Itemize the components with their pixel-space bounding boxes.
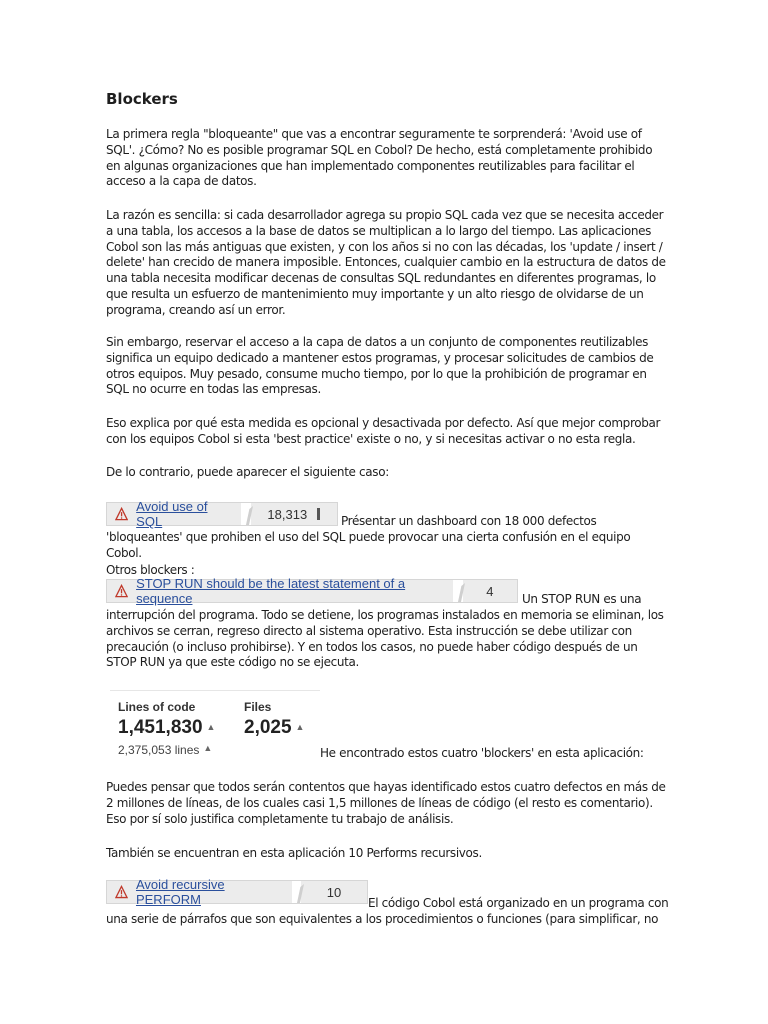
warning-icon [115, 507, 128, 521]
rule-name-cell[interactable] [106, 877, 292, 907]
rule-widget-stoprun [106, 576, 518, 606]
rule-name-cell[interactable] [106, 576, 453, 606]
rule-count-cell [251, 502, 338, 526]
rule-count-cell [301, 880, 368, 904]
total-lines-number: 2,375,053 lines [118, 743, 200, 757]
rule-widget-recursive [106, 877, 368, 907]
files-label: Files [244, 700, 272, 714]
warning-icon [115, 584, 128, 598]
rule-name-link[interactable]: STOP RUN should be the latest statement of a sequence [136, 576, 406, 606]
warning-icon [115, 885, 128, 899]
paragraph-1: La primera regla "bloqueante" que vas a encontrar seguramente te sorprenderá: 'Avoid use of SQL'. ¿Cómo? No es posible programar SQL en Cobol? De hecho, está completamente prohibido en algunas organizaciones que han implementado componentes reutilizables para facilitar el acceso a la capa de datos. [106, 127, 653, 189]
rule1-after-text: Présentar un dashboard con 18 000 defectos [341, 514, 597, 528]
files-number: 2,025 [244, 717, 292, 738]
rule-count-cell [463, 579, 518, 603]
paragraph-2: La razón es sencilla: si cada desarrollador agrega su propio SQL cada vez que se necesita acceder a una tabla, los accesos a la base de datos se multiplican a lo largo del tiempo. Las aplicaciones Cobol son las más antiguas que existen, y con los años si no con las décadas, los 'update / insert / delete' han crecido de manera imposible. Entonces, cualquier cambio en la estructura de datos de una tabla necesita modificar decenas de consultas SQL redundantes en diferentes programas, lo que resulta un esfuerzo de mantenimiento muy importante y un alto riesgo de olvidarse de un programa, creando así un error. [106, 208, 666, 317]
metrics-after-text: He encontrado estos cuatro 'blockers' en esta aplicación: [320, 746, 644, 760]
rule1-continuation: 'bloqueantes' que prohiben el uso del SQL puede provocar una cierta confusión en el equipo Cobol. [106, 530, 631, 560]
rule3-after-text: El código Cobol está organizado en un programa con [368, 896, 669, 910]
metrics-widget [110, 690, 320, 761]
rule-count: 4 [486, 583, 494, 599]
paragraph-after-metrics: Puedes pensar que todos serán contentos que hayas identificado estos cuatro defectos en más de 2 millones de líneas, de los cuales casi 1,5 millones de líneas de código (el resto es comentario). Eso por sí solo justifica completamente tu trabajo de análisis. [106, 780, 666, 826]
otros-label: Otros blockers : [106, 563, 195, 577]
rule-count: 18,313 [267, 506, 308, 522]
rule-count: 10 [326, 884, 342, 900]
paragraph-5: De lo contrario, puede aparecer el siguiente caso: [106, 465, 389, 479]
rule-name-link[interactable]: Avoid use of SQL [136, 499, 208, 529]
files-value [244, 717, 304, 739]
paragraph-4: Eso explica por qué esta medida es opcional y desactivada por defecto. Así que mejor comprobar con los equipos Cobol si esta 'best practice' existe o no, y si necesitas activar o no esta regla. [106, 416, 661, 446]
bar-icon [317, 508, 320, 520]
rule-name-cell[interactable] [106, 499, 241, 529]
lines-of-code-label: Lines of code [118, 700, 196, 714]
trend-up-icon: ▲ [203, 743, 213, 753]
section-heading: Blockers [106, 90, 178, 108]
rule2-continuation: interrupción del programa. Todo se detiene, los programas instalados en memoria se eliminan, los archivos se cerran, regreso directo al sistema operativo. Esta instrucción se debe utilizar con precaución (o incluso prohibirse). Y en todos los casos, no puede haber código después de un STOP RUN ya que este código no se ejecuta. [106, 608, 664, 670]
rule2-after-text: Un STOP RUN es una [522, 592, 642, 606]
separator [292, 880, 301, 904]
trend-up-icon: ▲ [295, 722, 305, 732]
paragraph-3: Sin embargo, reservar el acceso a la capa de datos a un conjunto de componentes reutilizables significa un equipo dedicado a mantener estos programas, y procesar solicitudes de cambios de otros equipos. Muy pesado, consume mucho tiempo, por lo que la prohibición de programar en SQL no ocurre en todas las empresas. [106, 335, 654, 397]
lines-of-code-number: 1,451,830 [118, 717, 203, 738]
separator [241, 502, 251, 526]
recursive-text: También se encuentran en esta aplicación 10 Performs recursivos. [106, 846, 482, 860]
trend-up-icon: ▲ [206, 722, 216, 732]
rule-name-link[interactable]: Avoid recursive PERFORM [135, 877, 225, 907]
lines-of-code-value [118, 717, 215, 739]
rule3-continuation: una serie de párrafos que son equivalentes a los procedimientos o funciones (para simplificar, no [106, 912, 659, 926]
separator [453, 579, 463, 603]
rule-widget-sql [106, 499, 338, 529]
total-lines-value [118, 743, 212, 757]
